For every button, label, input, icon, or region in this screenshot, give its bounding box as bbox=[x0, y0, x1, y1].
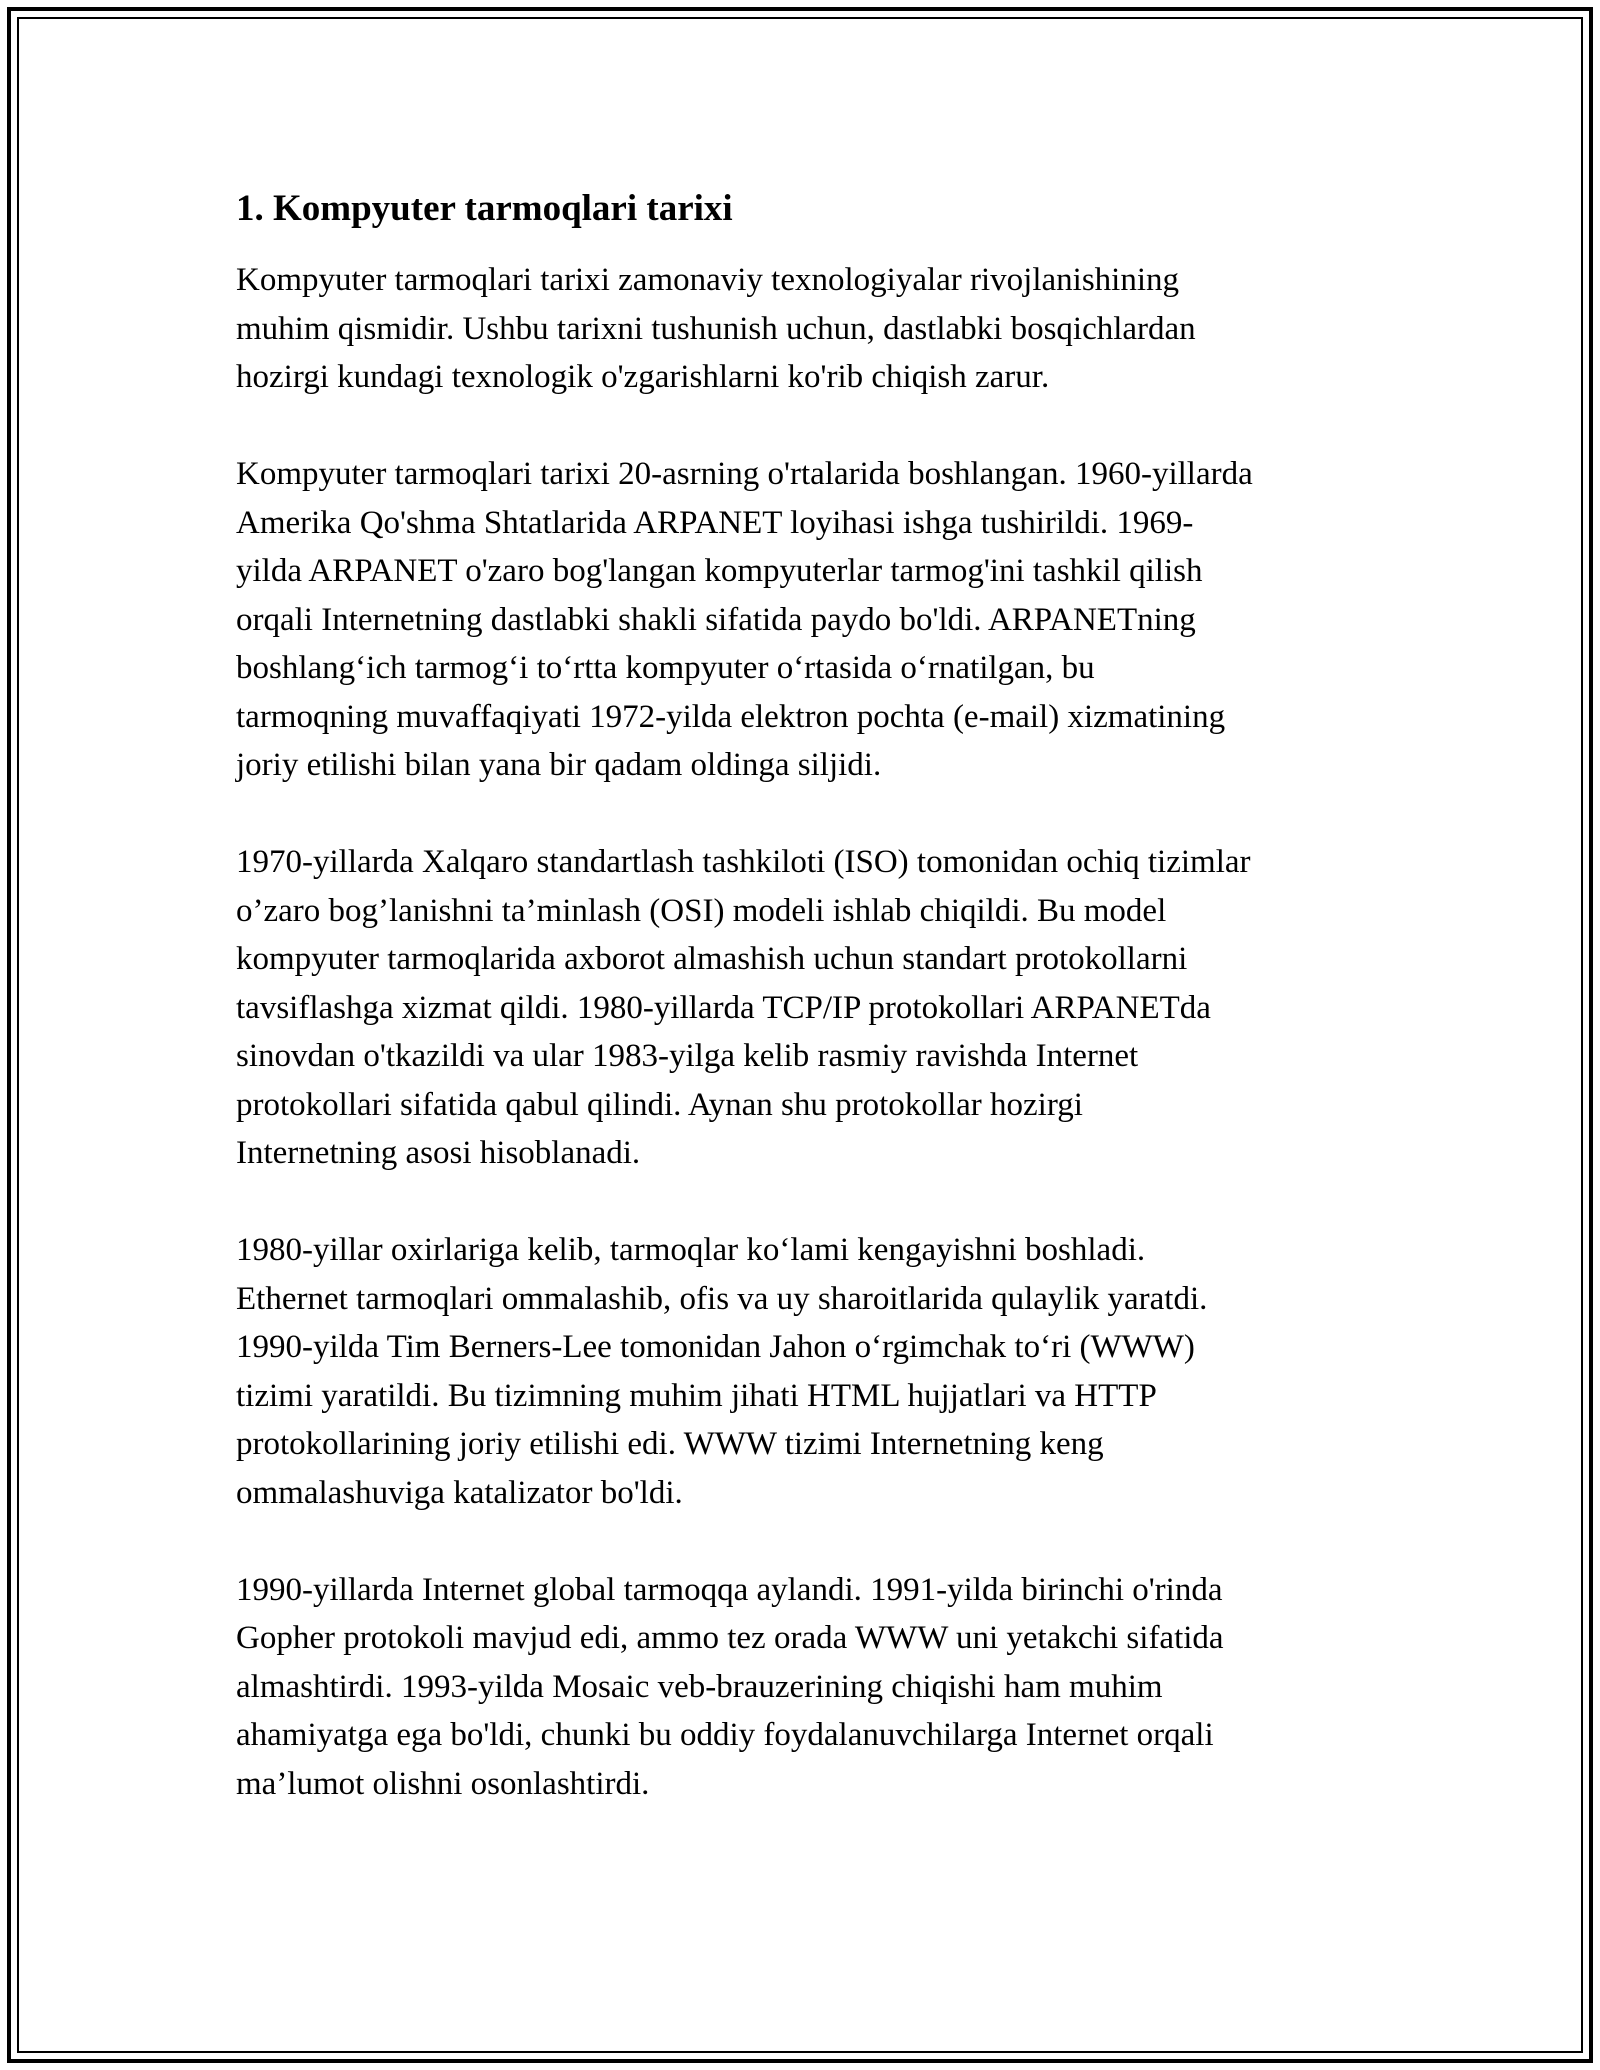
paragraph-line: 1970-yillarda Xalqaro standartlash tashkiloti (ISO) tomonidan ochiq tizimlar bbox=[236, 844, 1251, 880]
paragraph-line: tizimi yaratildi. Bu tizimning muhim jihati HTML hujjatlari va HTTP bbox=[236, 1377, 1157, 1414]
paragraph-line: ma’lumot olishni osonlashtirdi. bbox=[236, 1765, 650, 1802]
paragraph-line: Amerika Qo'shma Shtatlarida ARPANET loyihasi ishga tushirildi. 1969- bbox=[236, 504, 1194, 541]
paragraph-line: 1990-yilda Tim Berners-Lee tomonidan Jahon o‘rgimchak to‘ri (WWW) bbox=[236, 1329, 1195, 1365]
paragraph-line: Gopher protokoli mavjud edi, ammo tez orada WWW uni yetakchi sifatida bbox=[236, 1620, 1224, 1656]
paragraph bbox=[236, 838, 1386, 1178]
paragraph-line: Kompyuter tarmoqlari tarixi zamonaviy texnologiyalar rivojlanishining bbox=[236, 262, 1180, 298]
paragraph-line: ommalashuviga katalizator bo'ldi. bbox=[236, 1474, 683, 1511]
paragraph-line: boshlang‘ich tarmog‘i to‘rtta kompyuter o‘rtasida o‘rnatilgan, bu bbox=[236, 650, 1095, 686]
paragraph-line: 1980-yillar oxirlariga kelib, tarmoqlar ko‘lami kengayishni boshladi. bbox=[236, 1232, 1146, 1268]
paragraph-line: protokollari sifatida qabul qilindi. Aynan shu protokollar hozirgi bbox=[236, 1086, 1083, 1123]
paragraph-line: o’zaro bog’lanishni ta’minlash (OSI) modeli ishlab chiqildi. Bu model bbox=[236, 892, 1167, 929]
paragraph-line: Kompyuter tarmoqlari tarixi 20-asrning o'rtalarida boshlangan. 1960-yillarda bbox=[236, 456, 1253, 492]
document-body bbox=[236, 186, 1386, 1857]
paragraph bbox=[236, 1566, 1386, 1809]
paragraph-line: orqali Internetning dastlabki shakli sifatida paydo bo'ldi. ARPANETning bbox=[236, 601, 1196, 638]
paragraph-line: sinovdan o'tkazildi va ular 1983-yilga kelib rasmiy ravishda Internet bbox=[236, 1038, 1139, 1074]
paragraph-line: kompyuter tarmoqlarida axborot almashish uchun standart protokollarni bbox=[236, 941, 1188, 977]
paragraph bbox=[236, 1226, 1386, 1517]
paragraph-line: tarmoqning muvaffaqiyati 1972-yilda elektron pochta (e-mail) xizmatining bbox=[236, 698, 1226, 735]
paragraph-line: tavsiflashga xizmat qildi. 1980-yillarda TCP/IP protokollari ARPANETda bbox=[236, 989, 1211, 1026]
paragraph-list bbox=[236, 256, 1386, 1808]
paragraph bbox=[236, 256, 1386, 402]
paragraph-line: Ethernet tarmoqlari ommalashib, ofis va uy sharoitlarida qulaylik yaratdi. bbox=[236, 1280, 1208, 1317]
paragraph-line: 1990-yillarda Internet global tarmoqqa aylandi. 1991-yilda birinchi o'rinda bbox=[236, 1571, 1223, 1608]
paragraph-line: yilda ARPANET o'zaro bog'langan kompyuterlar tarmog'ini tashkil qilish bbox=[236, 553, 1203, 589]
paragraph-line: protokollarining joriy etilishi edi. WWW tizimi Internetning keng bbox=[236, 1426, 1104, 1462]
paragraph-line: muhim qismidir. Ushbu tarixni tushunish uchun, dastlabki bosqichlardan bbox=[236, 310, 1196, 347]
paragraph bbox=[236, 450, 1386, 790]
paragraph-line: joriy etilishi bilan yana bir qadam oldinga siljidi. bbox=[236, 747, 882, 783]
paragraph-line: ahamiyatga ega bo'ldi, chunki bu oddiy foydalanuvchilarga Internet orqali bbox=[236, 1717, 1214, 1753]
section-heading: 1. Kompyuter tarmoqlari tarixi bbox=[236, 188, 733, 229]
paragraph-line: almashtirdi. 1993-yilda Mosaic veb-brauzerining chiqishi ham muhim bbox=[236, 1668, 1163, 1705]
paragraph-line: Internetning asosi hisoblanadi. bbox=[236, 1135, 641, 1171]
paragraph-line: hozirgi kundagi texnologik o'zgarishlarni ko'rib chiqish zarur. bbox=[236, 359, 1050, 395]
